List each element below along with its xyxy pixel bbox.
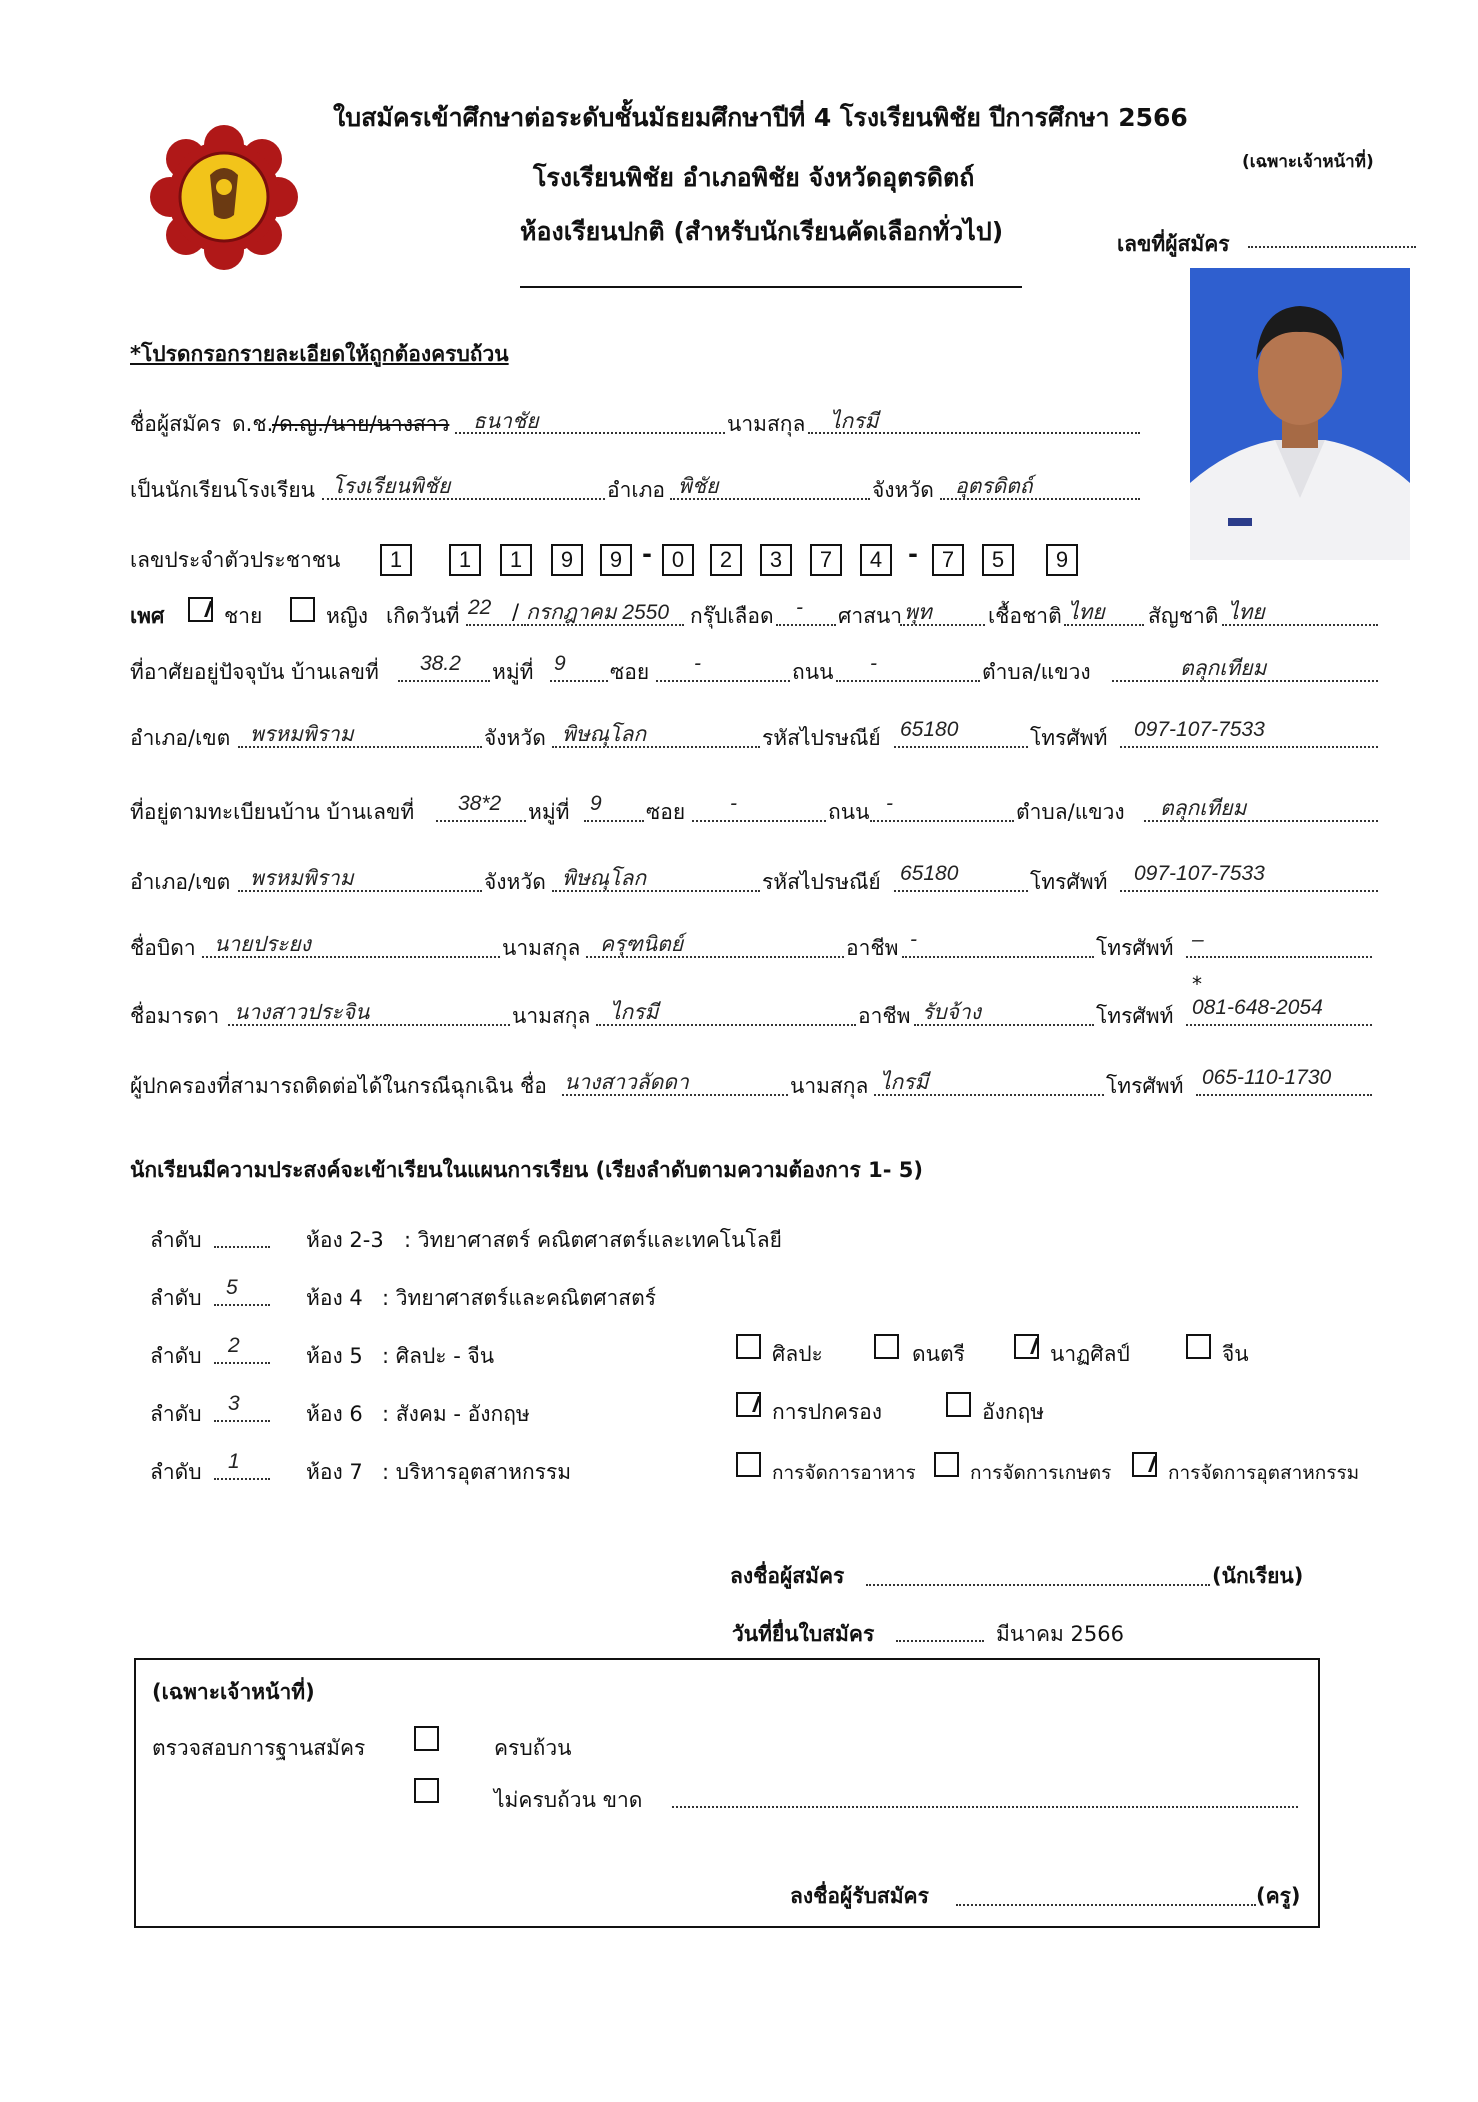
title-underline [520,286,1022,288]
applicant-photo [1190,268,1410,560]
school-district-label: อำเภอ [607,478,666,502]
current-postal-value: 65180 [900,718,959,741]
registered-moo-line[interactable] [584,820,644,822]
receiver-sign-line[interactable] [956,1904,1256,1906]
id-digit-6[interactable]: 0 [662,544,694,576]
option-food-mgmt-checkbox[interactable] [736,1452,761,1477]
surname-label: นามสกุล [727,412,806,436]
current-phone-label: โทรศัพท์ [1030,726,1108,750]
father-surname-value: ครุฑนิตย์ [600,933,684,956]
plan-rank-line[interactable] [214,1362,270,1364]
current-house-line[interactable] [398,680,490,682]
current-soi-label: ซอย [610,660,650,684]
applicant-sign-line[interactable] [866,1584,1210,1586]
id-digit-12[interactable]: 5 [982,544,1014,576]
id-digit-1[interactable]: 1 [380,544,412,576]
form-subtitle-school: โรงเรียนพิชัย อำเภอพิชัย จังหวัดอุตรดิตถ์ [533,163,975,192]
first-name-value: ธนาชัย [473,410,539,433]
mother-phone-line[interactable] [1186,1024,1372,1026]
applicant-name-label: ชื่อผู้สมัคร [130,412,222,436]
option-art-label: ศิลปะ [772,1342,823,1366]
option-industry-mgmt-checkbox[interactable] [1132,1452,1157,1477]
incomplete-label: ไม่ครบถ้วน ขาด [494,1788,643,1812]
id-card-label: เลขประจำตัวประชาชน [130,548,341,572]
surname-value: ไกรมี [830,410,879,433]
school-province-label: จังหวัด [872,478,934,502]
plan-rank-label: ลำดับ [150,1228,202,1252]
father-surname-label: นามสกุล [502,936,581,960]
registered-soi-value: - [730,792,737,815]
current-postal-line[interactable] [894,746,1028,748]
birth-day-value: 22 [468,596,492,619]
id-dash-2: - [908,540,918,568]
current-road-line[interactable] [836,680,980,682]
registered-soi-label: ซอย [646,800,686,824]
guardian-name-value: นางสาวลัดดา [564,1071,689,1094]
current-district-value: พรหมพิราม [250,723,354,746]
father-name-value: นายประยง [214,933,311,956]
father-label: ชื่อบิดา [130,936,196,960]
id-digit-9[interactable]: 7 [810,544,842,576]
plan-description: : วิทยาศาสตร์ คณิตศาสตร์และเทคโนโลยี [404,1228,782,1252]
fill-instruction: *โปรดกรอกรายละเอียดให้ถูกต้องครบถ้วน [130,342,509,366]
id-digit-7[interactable]: 2 [710,544,742,576]
id-digit-4[interactable]: 9 [551,544,583,576]
officer-section-title: (เฉพาะเจ้าหน้าที่) [152,1680,315,1704]
guardian-phone-label: โทรศัพท์ [1106,1074,1184,1098]
registered-province-label: จังหวัด [484,870,546,894]
form-title: ใบสมัครเข้าศึกษาต่อระดับชั้นมัธยมศึกษาปีที่ 4 โรงเรียนพิชัย ปีการศึกษา 2566 [333,103,1188,132]
plan-description: : สังคม - อังกฤษ [382,1402,530,1426]
current-district-label: อำเภอ/เขต [130,726,231,750]
religion-value: พุท [904,601,932,624]
plan-rank-value: 3 [228,1392,240,1415]
officer-only-note: (เฉพาะเจ้าหน้าที่) [1242,152,1374,172]
registered-phone-label: โทรศัพท์ [1030,870,1108,894]
birth-day-line[interactable] [466,624,526,626]
current-province-value: พิษณุโลก [562,723,647,746]
applicant-sign-label: ลงชื่อผู้สมัคร [730,1564,845,1588]
option-governance-label: การปกครอง [772,1400,883,1424]
father-phone-line[interactable] [1186,956,1372,958]
mother-job-label: อาชีพ [858,1004,911,1028]
mother-surname-label: นามสกุล [512,1004,591,1028]
nationality-label: สัญชาติ [1148,604,1219,628]
id-digit-8[interactable]: 3 [760,544,792,576]
current-moo-value: 9 [554,652,566,675]
submit-date-label: วันที่ยื่นใบสมัคร [732,1622,875,1646]
plan-room: ห้อง 5 [306,1344,363,1368]
option-industry-mgmt-label: การจัดการอุตสาหกรรม [1168,1462,1360,1484]
registered-house-value: 38*2 [458,792,502,815]
religion-label: ศาสนา [838,604,903,628]
option-music-label: ดนตรี [912,1342,965,1366]
guardian-surname-value: ไกรมี [880,1071,929,1094]
plan-room: ห้อง 4 [306,1286,363,1310]
plan-rank-label: ลำดับ [150,1344,202,1368]
registered-moo-value: 9 [590,792,602,815]
plan-room: ห้อง 6 [306,1402,363,1426]
current-road-value: - [870,652,877,675]
complete-checkbox[interactable] [414,1726,439,1751]
applicant-sign-role: (นักเรียน) [1212,1564,1304,1588]
id-digit-5[interactable]: 9 [600,544,632,576]
guardian-label: ผู้ปกครองที่สามารถติดต่อได้ในกรณีฉุกเฉิน ชื่อ [130,1074,547,1098]
plan-heading: นักเรียนมีความประสงค์จะเข้าเรียนในแผนการเรียน (เรียงลำดับตามความต้องการ 1- 5) [130,1158,923,1182]
school-district-value: พิชัย [678,475,719,498]
title-mr: ด.ช. [232,412,274,436]
current-soi-line[interactable] [656,680,790,682]
guardian-surname-label: นามสกุล [790,1074,869,1098]
registered-district-label: อำเภอ/เขต [130,870,231,894]
id-digit-11[interactable]: 7 [932,544,964,576]
submit-date-value: มีนาคม 2566 [996,1622,1124,1646]
registered-phone-line[interactable] [1120,890,1378,892]
registered-house-line[interactable] [436,820,526,822]
current-soi-value: - [694,652,701,675]
mother-job-value: รับจ้าง [922,1001,981,1024]
current-phone-line[interactable] [1120,746,1378,748]
current-house-value: 38.2 [420,652,461,675]
current-road-label: ถนน [792,660,834,684]
plan-description: : บริหารอุตสาหกรรม [382,1460,572,1484]
current-subdistrict-label: ตำบล/แขวง [982,660,1091,684]
school-label: เป็นนักเรียนโรงเรียน [130,478,315,502]
document-check-label: ตรวจสอบการฐานสมัคร [152,1736,366,1760]
race-label: เชื้อชาติ [988,604,1062,628]
form-subtitle-class: ห้องเรียนปกติ (สำหรับนักเรียนคัดเลือกทั่วไป) [520,217,1004,246]
plan-description: : ศิลปะ - จีน [382,1344,495,1368]
mother-label: ชื่อมารดา [130,1004,220,1028]
registered-soi-line[interactable] [692,820,826,822]
current-province-label: จังหวัด [484,726,546,750]
blood-group-label: กรุ๊ปเลือด [690,604,774,628]
option-governance-checkbox[interactable] [736,1392,761,1417]
receiver-sign-role: (ครู) [1256,1884,1301,1908]
option-food-mgmt-label: การจัดการอาหาร [772,1462,916,1484]
plan-rank-value: 1 [228,1450,240,1473]
gender-female-label: หญิง [326,604,368,628]
registered-postal-line[interactable] [894,890,1028,892]
plan-room: ห้อง 2-3 [306,1228,384,1252]
plan-rank-label: ลำดับ [150,1402,202,1426]
registered-province-value: พิษณุโลก [562,867,647,890]
incomplete-checkbox[interactable] [414,1778,439,1803]
applicant-number-label: เลขที่ผู้สมัคร [1117,232,1230,256]
father-job-line[interactable] [902,956,1094,958]
option-chinese-label: จีน [1222,1342,1249,1366]
father-phone-label: โทรศัพท์ [1096,936,1174,960]
plan-description: : วิทยาศาสตร์และคณิตศาสตร์ [382,1286,657,1310]
title-struck-options: /ด.ญ./นาย/นางสาว [272,412,450,436]
current-moo-label: หมู่ที่ [492,660,534,684]
option-agri-mgmt-checkbox[interactable] [934,1452,959,1477]
plan-rank-value: 5 [226,1276,238,1299]
plan-rank-label: ลำดับ [150,1460,202,1484]
gender-female-checkbox[interactable] [290,597,315,622]
mother-phone-value: 081-648-2054 [1192,996,1323,1019]
school-province-value: อุตรดิตถ์ [955,475,1033,498]
plan-rank-line[interactable] [214,1246,270,1248]
gender-male-label: ชาย [224,604,263,628]
registered-address-label: ที่อยู่ตามทะเบียนบ้าน บ้านเลขที่ [130,800,415,824]
registered-subdistrict-label: ตำบล/แขวง [1016,800,1125,824]
race-value: ไทย [1068,601,1105,624]
option-chinese-checkbox[interactable] [1186,1334,1211,1359]
registered-postal-value: 65180 [900,862,959,885]
applicant-number-field[interactable] [1248,246,1416,248]
school-logo [150,125,298,270]
registered-road-value: - [886,792,893,815]
plan-room: ห้อง 7 [306,1460,363,1484]
plan-rank-line[interactable] [214,1478,270,1480]
mother-phone-label: โทรศัพท์ [1096,1004,1174,1028]
blood-group-value: - [796,596,803,619]
current-subdistrict-value: ตลุกเทียม [1180,657,1267,680]
father-job-value: - [910,928,917,951]
registered-district-value: พรหมพิราม [250,867,354,890]
guardian-phone-line[interactable] [1196,1094,1372,1096]
complete-label: ครบถ้วน [494,1736,572,1760]
option-english-checkbox[interactable] [946,1392,971,1417]
option-music-checkbox[interactable] [874,1334,899,1359]
option-english-label: อังกฤษ [982,1400,1045,1424]
registered-phone-value: 097-107-7533 [1134,862,1265,885]
plan-rank-line[interactable] [214,1304,270,1306]
receiver-sign-label: ลงชื่อผู้รับสมัคร [790,1884,929,1908]
school-value: โรงเรียนพิชัย [332,475,451,498]
plan-rank-label: ลำดับ [150,1286,202,1310]
registered-subdistrict-value: ตลุกเทียม [1160,797,1247,820]
birth-date-label: เกิดวันที่ [386,604,460,628]
registered-postal-label: รหัสไปรษณีย์ [762,870,881,894]
gender-male-checkbox[interactable] [188,597,213,622]
option-dance-checkbox[interactable] [1014,1334,1039,1359]
option-agri-mgmt-label: การจัดการเกษตร [970,1462,1112,1484]
submit-date-line[interactable] [896,1640,984,1642]
mother-phone-star: * [1192,972,1202,996]
id-digit-2[interactable]: 1 [449,544,481,576]
father-job-label: อาชีพ [846,936,899,960]
current-postal-label: รหัสไปรษณีย์ [762,726,881,750]
father-phone-value: – [1192,928,1204,951]
current-phone-value: 097-107-7533 [1134,718,1265,741]
guardian-phone-value: 065-110-1730 [1202,1066,1332,1089]
id-digit-10[interactable]: 4 [860,544,892,576]
id-digit-13[interactable]: 9 [1046,544,1078,576]
blood-group-line[interactable] [776,624,836,626]
missing-items-line[interactable] [672,1806,1298,1808]
current-moo-line[interactable] [550,680,608,682]
nationality-value: ไทย [1228,601,1265,624]
id-digit-3[interactable]: 1 [500,544,532,576]
mother-name-value: นางสาวประจิน [234,1001,370,1024]
plan-rank-value: 2 [228,1334,240,1357]
registered-road-line[interactable] [870,820,1014,822]
id-dash-1: - [642,540,652,568]
current-address-label: ที่อาศัยอยู่ปัจจุบัน บ้านเลขที่ [130,660,379,684]
mother-surname-value: ไกรมี [610,1001,659,1024]
birth-monthyear-value: กรกฎาคม 2550 [526,601,670,624]
plan-rank-line[interactable] [214,1420,270,1422]
gender-label: เพศ [130,604,165,628]
option-dance-label: นาฏศิลป์ [1050,1342,1130,1366]
birth-slash: / [512,600,520,624]
option-art-checkbox[interactable] [736,1334,761,1359]
registered-moo-label: หมู่ที่ [528,800,570,824]
registered-road-label: ถนน [828,800,870,824]
